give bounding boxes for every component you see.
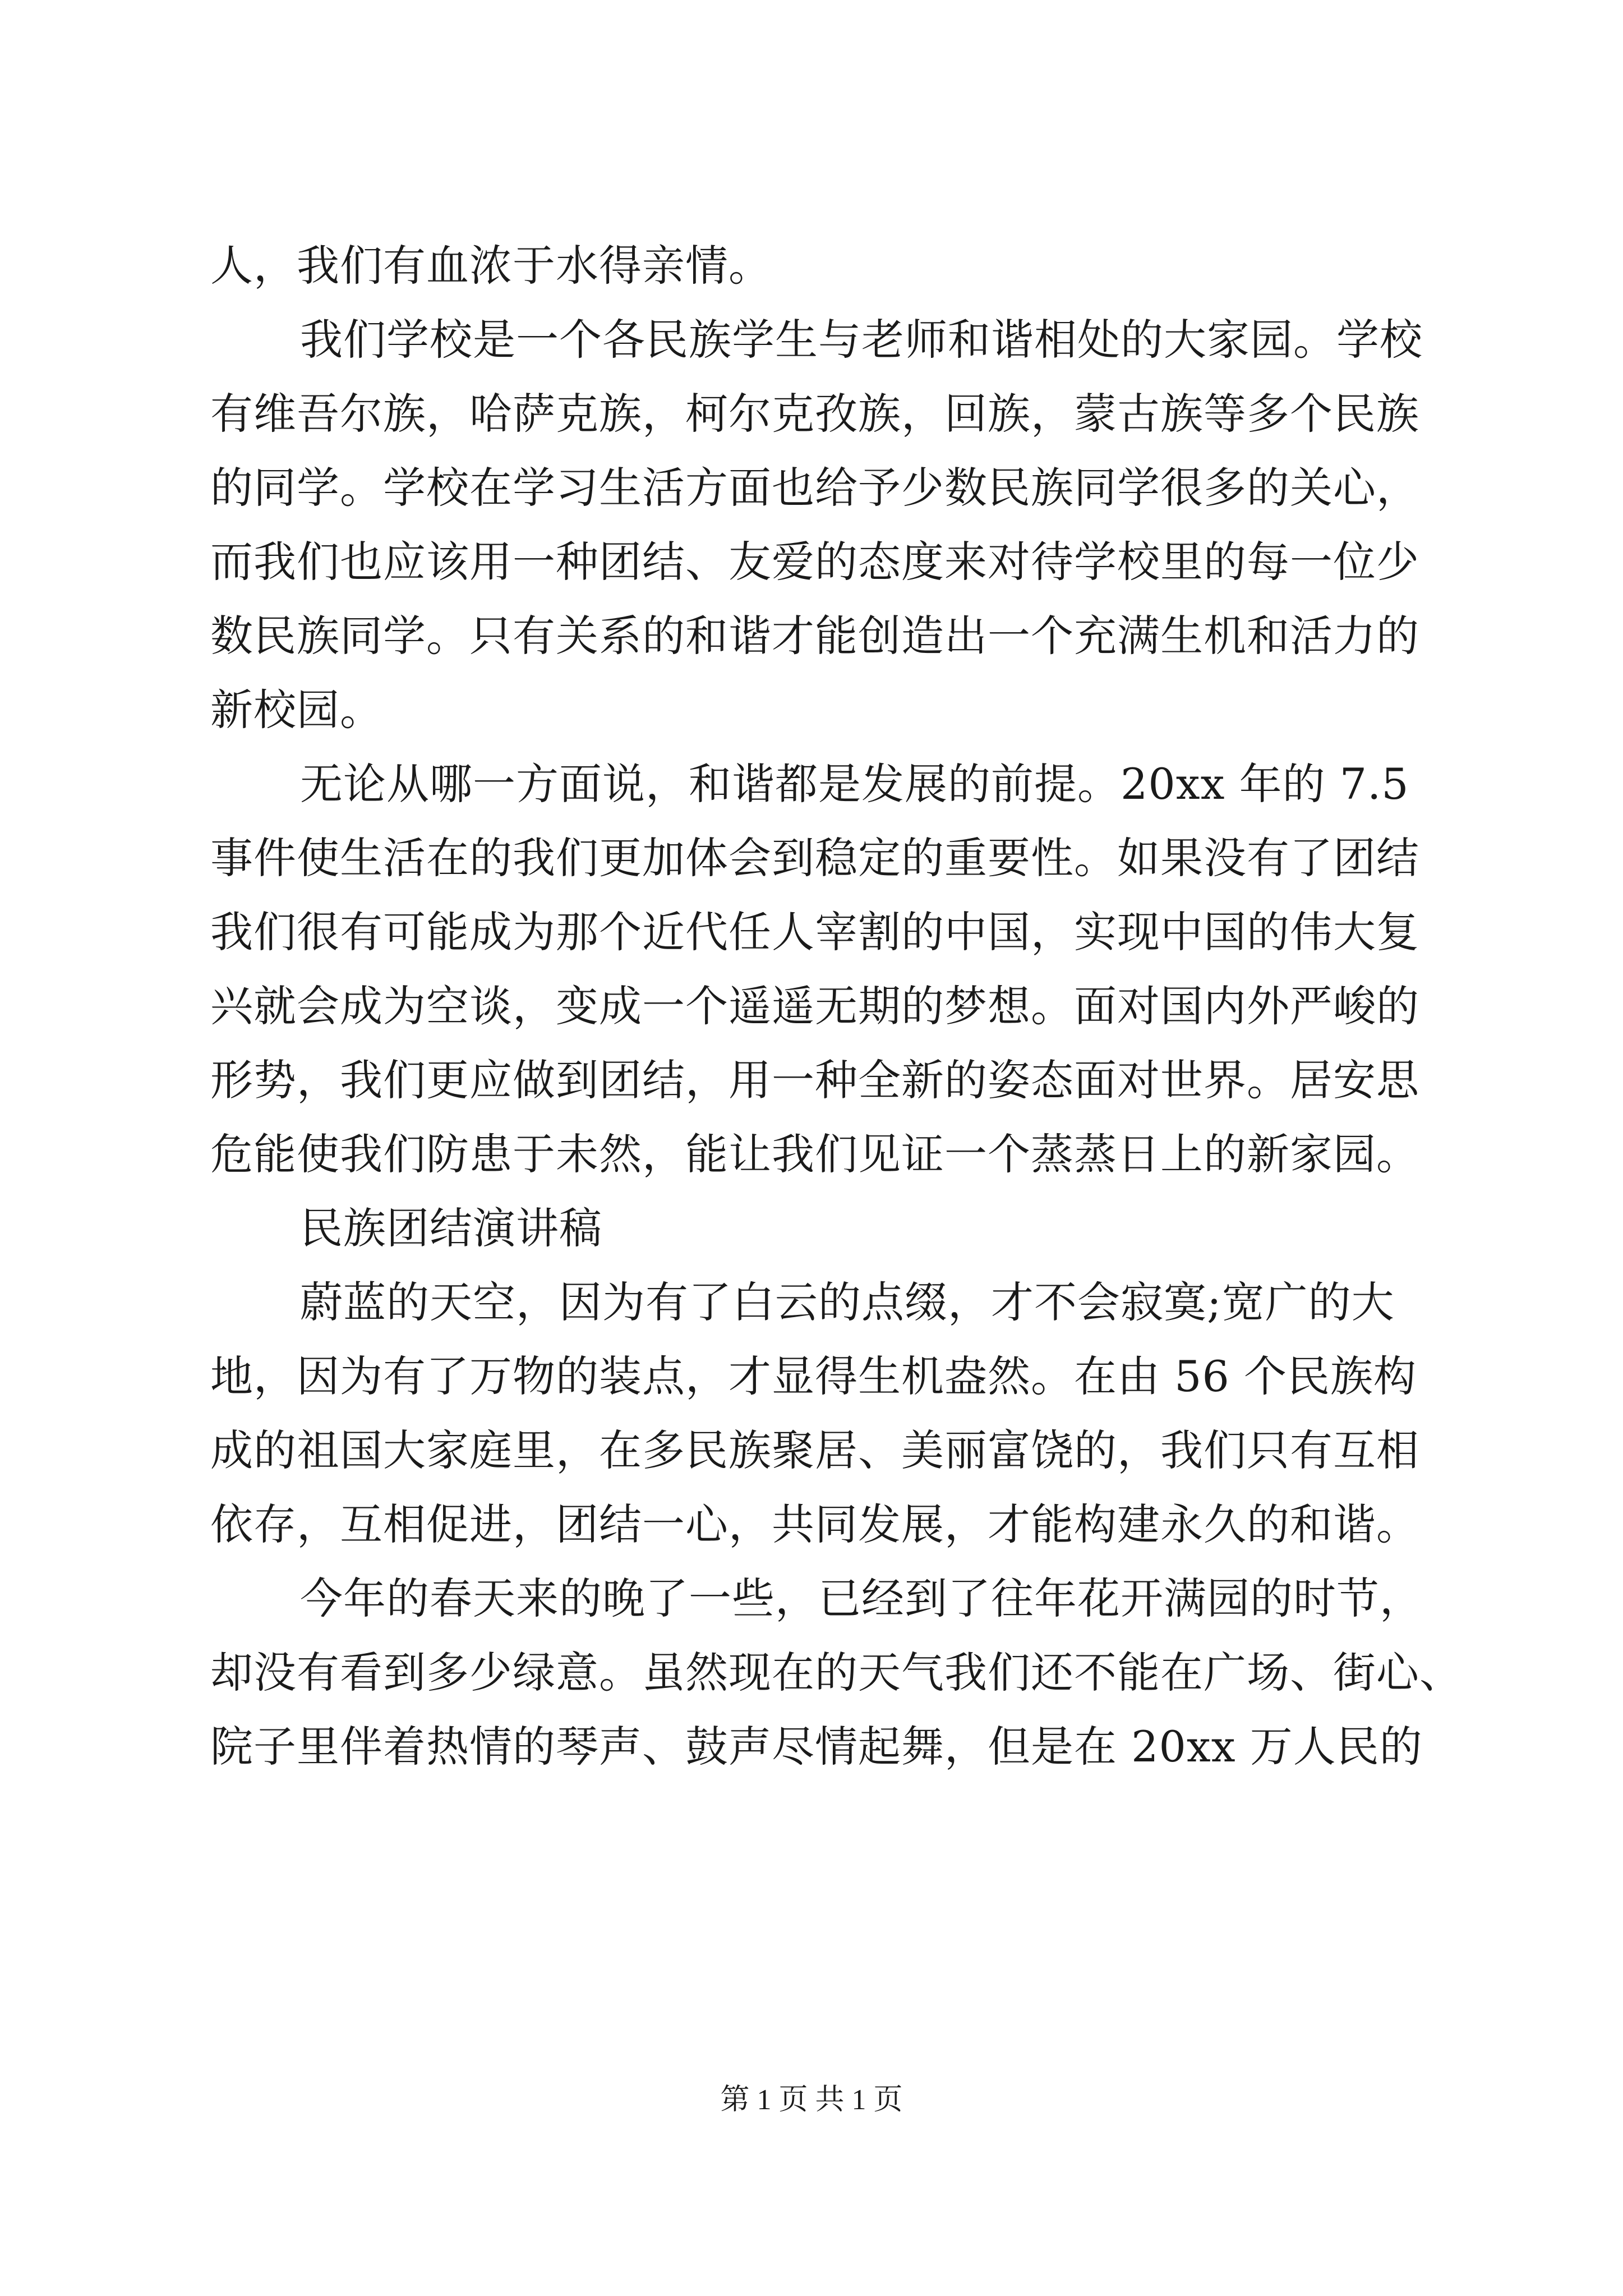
text-line: 而我们也应该用一种团结、友爱的态度来对待学校里的每一位少 <box>210 537 1419 587</box>
text-line: 危能使我们防患于未然，能让我们见证一个蒸蒸日上的新家园。 <box>210 1129 1419 1179</box>
text-line: 却没有看到多少绿意。虽然现在的天气我们还不能在广场、街心、 <box>210 1648 1463 1697</box>
section-heading: 民族团结演讲稿 <box>300 1203 602 1253</box>
text-line: 院子里伴着热情的琴声、鼓声尽情起舞，但是在 20xx 万人民的 <box>210 1722 1423 1772</box>
text-line: 依存，互相促进，团结一心，共同发展，才能构建永久的和谐。 <box>210 1499 1419 1549</box>
text-line: 事件使生活在的我们更加体会到稳定的重要性。如果没有了团结 <box>210 833 1419 883</box>
text-line: 蔚蓝的天空，因为有了白云的点缀，才不会寂寞;宽广的大 <box>300 1277 1395 1327</box>
text-line: 地，因为有了万物的装点，才显得生机盎然。在由 56 个民族构 <box>210 1351 1417 1401</box>
text-line: 人，我们有血浓于水得亲情。 <box>210 241 772 291</box>
text-line: 新校园。 <box>210 685 383 735</box>
text-line: 的同学。学校在学习生活方面也给予少数民族同学很多的关心， <box>210 463 1419 513</box>
page-footer <box>0 2076 1623 2118</box>
text-line: 成的祖国大家庭里，在多民族聚居、美丽富饶的，我们只有互相 <box>210 1425 1419 1475</box>
text-line: 我们学校是一个各民族学生与老师和谐相处的大家园。学校 <box>300 315 1423 365</box>
text-line: 数民族同学。只有关系的和谐才能创造出一个充满生机和活力的 <box>210 611 1419 661</box>
text-line: 兴就会成为空谈，变成一个遥遥无期的梦想。面对国内外严峻的 <box>210 981 1419 1031</box>
text-line: 无论从哪一方面说，和谐都是发展的前提。20xx 年的 7.5 <box>300 759 1409 809</box>
page-number: 第 1 页 共 1 页 <box>720 2084 903 2116</box>
text-line: 形势，我们更应做到团结，用一种全新的姿态面对世界。居安思 <box>210 1055 1419 1105</box>
text-line: 今年的春天来的晚了一些，已经到了往年花开满园的时节， <box>300 1573 1423 1623</box>
text-line: 我们很有可能成为那个近代任人宰割的中国，实现中国的伟大复 <box>210 907 1419 957</box>
text-line: 有维吾尔族，哈萨克族，柯尔克孜族，回族，蒙古族等多个民族 <box>210 389 1419 439</box>
